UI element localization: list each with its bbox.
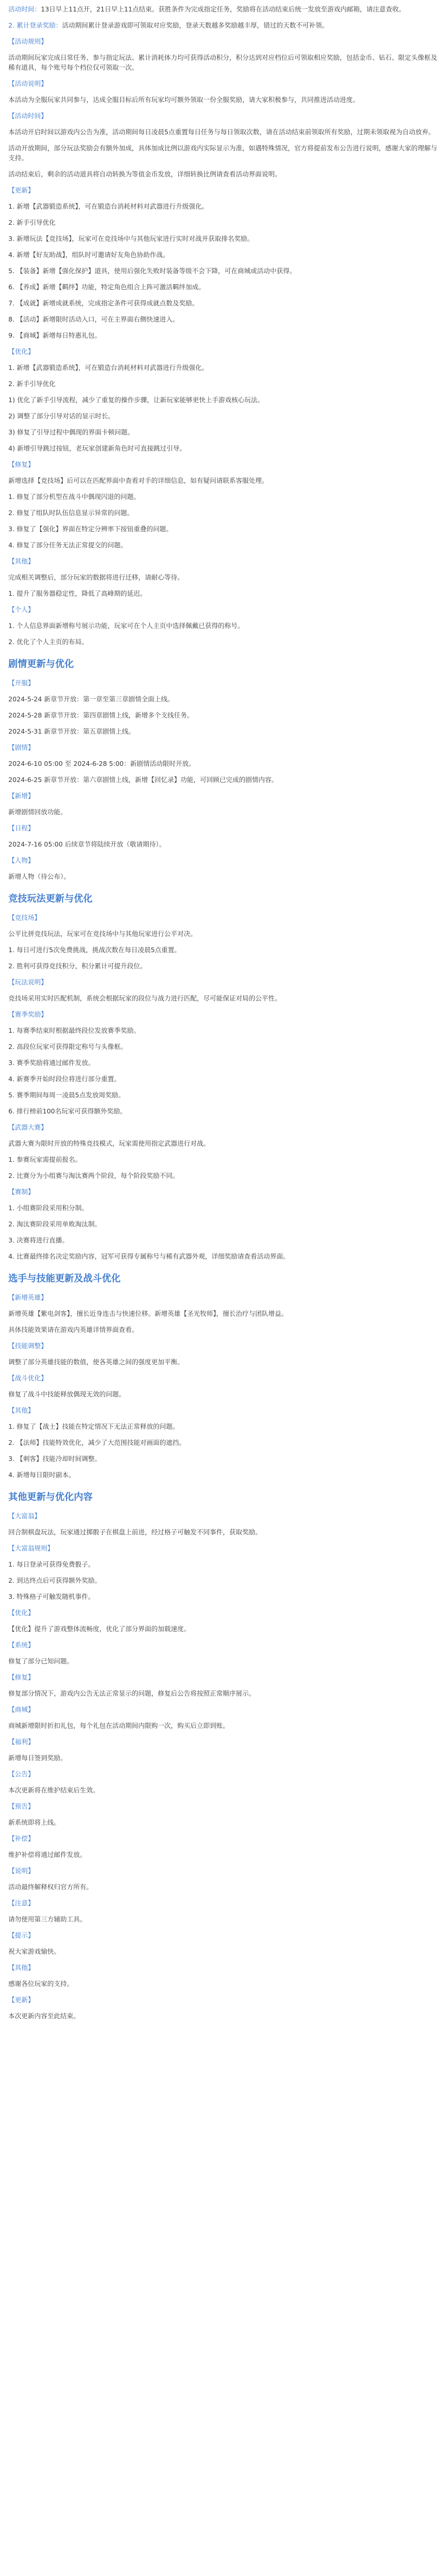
paragraph: 修复部分情况下，游戏内公告无法正常显示的问题，修复后公告将按照正常顺序展示。 <box>8 1689 256 1697</box>
paragraph: 武器大赛为限时开放的特殊竞技模式，玩家需使用指定武器进行对战。 <box>8 1139 210 1147</box>
section-tag: 【注意】 <box>8 1899 35 1907</box>
list-item: 4. 新增【好友助战】，组队时可邀请好友角色协助作战。 <box>8 251 169 259</box>
paragraph: 回合制棋盘玩法，玩家通过掷骰子在棋盘上前进，经过格子可触发不同事件，获取奖励。 <box>8 1528 262 1536</box>
list-item: 2024-5-24 新章节开放：第一章至第三章剧情全面上线。 <box>8 695 174 703</box>
intro-paragraph-1 <box>8 4 438 14</box>
paragraph: 本活动为全服玩家共同参与，达成全服目标后所有玩家均可额外领取一份全服奖励，请大家积极参与，共同推进活动进度。 <box>8 96 360 104</box>
paragraph: 新增选择【竞技场】后可以在匹配界面中查看对手的详细信息，如有疑问请联系客服处理。 <box>8 477 269 484</box>
section-tag: 【武器大赛】 <box>8 1123 48 1131</box>
list-item: 4. 比赛最终排名决定奖励内容，冠军可获得专属称号与稀有武器外观，详细奖励请查看活动界面。 <box>8 1252 290 1260</box>
intro-lead-2: 2. 累计登录奖励： <box>8 21 62 29</box>
paragraph: 2024-7-16 05:00 后续章节将陆续开放（敬请期待）。 <box>8 840 166 848</box>
list-item: 6. 排行榜前100名玩家可获得额外奖励。 <box>8 1107 127 1115</box>
list-item: 3) 修复了引导过程中偶现的界面卡顿问题。 <box>8 428 134 436</box>
list-item: 2024-5-28 新章节开放：第四章剧情上线，新增多个支线任务。 <box>8 711 194 719</box>
section-tag: 【更新】 <box>8 186 35 194</box>
list-item: 2024-6-25 新章节开放：第六章剧情上线，新增【回忆录】功能，可回顾已完成的剧情内容。 <box>8 776 278 784</box>
paragraph: 本次更新将在维护结束后生效。 <box>8 1786 100 1794</box>
paragraph: 新增人物（待公布）。 <box>8 873 70 880</box>
paragraph: 感谢各位玩家的支持。 <box>8 1980 74 1988</box>
list-item: 2. 胜利可获得竞技积分，积分累计可提升段位。 <box>8 962 147 970</box>
paragraph: 修复了部分已知问题。 <box>8 1657 74 1665</box>
list-item: 2024-6-10 05:00 至 2024-6-28 5:00：新剧情活动限时开放。 <box>8 760 195 767</box>
list-item: 3. 赛季奖励将通过邮件发放。 <box>8 1059 95 1067</box>
section-tag: 【优化】 <box>8 1609 35 1617</box>
list-item: 2) 调整了部分引导对话的显示时长。 <box>8 412 115 420</box>
section-tag: 【赛制】 <box>8 1188 35 1196</box>
list-item: 1) 优化了新手引导流程，减少了重复的操作步骤，让新玩家能够更快上手游戏核心玩法。 <box>8 396 264 404</box>
section-tag: 【优化】 <box>8 348 35 355</box>
paragraph: 【优化】提升了游戏整体流畅度，优化了部分界面的加载速度。 <box>8 1625 191 1633</box>
section-tag: 【福利】 <box>8 1738 35 1746</box>
paragraph: 竞技场采用实时匹配机制，系统会根据玩家的段位与战力进行匹配，尽可能保证对局的公平性。 <box>8 994 282 1002</box>
list-item: 4. 新赛季开始时段位将进行部分重置。 <box>8 1075 121 1083</box>
list-item: 1. 修复了部分机型在战斗中偶现闪退的问题。 <box>8 493 140 501</box>
paragraph: 新增每日签到奖励。 <box>8 1754 67 1762</box>
section-tag: 【其他】 <box>8 1964 35 1971</box>
list-item: 1. 每日可进行5次免费挑战，挑战次数在每日凌晨5点重置。 <box>8 946 181 954</box>
paragraph: 请勿使用第三方辅助工具。 <box>8 1915 87 1923</box>
section-tag: 【大富翁规则】 <box>8 1544 54 1552</box>
list-item: 2024-5-31 新章节开放：第五章剧情上线。 <box>8 727 135 735</box>
list-item: 4. 新增每日限时副本。 <box>8 1471 75 1479</box>
paragraph: 公平比拼竞技玩法，玩家可在竞技场中与其他玩家进行公平对决。 <box>8 930 197 938</box>
section-tag: 【开服】 <box>8 679 35 687</box>
list-item: 2. 淘汰赛阶段采用单败淘汰制。 <box>8 1220 101 1228</box>
paragraph: 祝大家游戏愉快。 <box>8 1947 61 1955</box>
intro-body-1: 13日早上11点开，21日早上11点结束。获胜条件为完成指定任务，奖励将在活动结束后统一发放至游戏内邮箱，请注意查收。 <box>41 5 405 13</box>
list-item: 3. 新增玩法【竞技场】，玩家可在竞技场中与其他玩家进行实时对战并获取排名奖励。 <box>8 235 254 242</box>
section-tag: 【补偿】 <box>8 1835 35 1842</box>
section-heading-other: 其他更新与优化内容 <box>8 1492 93 1503</box>
section-tag: 【人物】 <box>8 856 35 864</box>
paragraph: 调整了部分英雄技能的数值，使各英雄之间的强度更加平衡。 <box>8 1358 184 1366</box>
paragraph: 具体技能效果请在游戏内英雄详情界面查看。 <box>8 1326 139 1334</box>
list-item: 1. 修复了【战士】技能在特定情况下无法正常释放的问题。 <box>8 1422 179 1430</box>
intro-lead-1: 活动时间： <box>8 5 41 13</box>
section-tag: 【商城】 <box>8 1706 35 1713</box>
section-tag: 【修复】 <box>8 460 35 468</box>
paragraph: 维护补偿将通过邮件发放。 <box>8 1851 87 1859</box>
section-tag: 【战斗优化】 <box>8 1374 48 1382</box>
section-tag: 【公告】 <box>8 1770 35 1778</box>
section-tag: 【其他】 <box>8 557 35 565</box>
paragraph: 活动最终解释权归官方所有。 <box>8 1883 93 1891</box>
list-item: 1. 小组赛阶段采用积分制。 <box>8 1204 88 1212</box>
list-item: 1. 参赛玩家需提前报名。 <box>8 1156 82 1163</box>
section-tag: 【系统】 <box>8 1641 35 1649</box>
section-heading-story: 剧情更新与优化 <box>8 659 74 670</box>
section-heading-heroes: 选手与技能更新及战斗优化 <box>8 1273 121 1284</box>
section-tag: 【更新】 <box>8 1996 35 2004</box>
paragraph: 修复了战斗中技能释放偶现无效的问题。 <box>8 1390 126 1398</box>
intro-paragraph-2 <box>8 20 438 30</box>
section-tag: 【个人】 <box>8 606 35 613</box>
list-item: 1. 新增【武器锻造系统】，可在锻造台消耗材料对武器进行升级强化。 <box>8 202 208 210</box>
section-tag: 【预告】 <box>8 1802 35 1810</box>
paragraph: 活动开放期间，部分玩法奖励会有额外加成，具体加成比例以游戏内实际显示为准，如遇特殊情况，官方将提前发布公告进行说明，感谢大家的理解与支持。 <box>8 144 438 162</box>
section-tag: 【赛季奖励】 <box>8 1010 48 1018</box>
section-tag: 【修复】 <box>8 1673 35 1681</box>
intro-body-2: 活动期间累计登录游戏即可领取对应奖励，登录天数越多奖励越丰厚，错过的天数不可补领。 <box>62 21 329 29</box>
paragraph: 商城新增限时折扣礼包，每个礼包在活动期间内限购一次，购买后立即到账。 <box>8 1722 230 1729</box>
section-tag: 【技能调整】 <box>8 1342 48 1350</box>
section-tag: 【活动说明】 <box>8 80 48 87</box>
list-item: 2. 到达终点后可获得额外奖励。 <box>8 1577 101 1584</box>
paragraph: 本活动开启时间以游戏内公告为准，活动期间每日凌晨5点重置每日任务与每日领取次数，请在活动结束前领取所有奖励，过期未领取视为自动放弃。 <box>8 128 435 136</box>
list-item: 8. 【活动】新增限时活动入口，可在主界面右侧快速进入。 <box>8 315 179 323</box>
section-tag: 【竞技场】 <box>8 914 41 921</box>
list-item: 4) 新增引导跳过按钮，老玩家创建新角色时可直接跳过引导。 <box>8 444 186 452</box>
section-tag: 【剧情】 <box>8 744 35 751</box>
paragraph: 2. 优化了个人主页的布局。 <box>8 638 88 646</box>
section-tag: 【新增英雄】 <box>8 1293 48 1301</box>
paragraph: 活动期间玩家完成日常任务、参与指定玩法、累计消耗体力均可获得活动积分，积分达到对应档位后可领取相应奖励，包括金币、钻石、限定头像框及稀有道具，每个账号每个档位仅可领取一次。 <box>8 54 438 71</box>
list-item: 6. 【养成】新增【羁绊】功能，特定角色组合上阵可激活羁绊加成。 <box>8 283 205 291</box>
list-item: 2. 比赛分为小组赛与淘汰赛两个阶段，每个阶段奖励不同。 <box>8 1172 179 1180</box>
list-item: 3. 修复了【强化】界面在特定分辨率下按钮重叠的问题。 <box>8 525 173 533</box>
paragraph: 新增英雄【紫电剑客】，擅长近身连击与快速位移。新增英雄【圣光牧师】，擅长治疗与团队增益。 <box>8 1310 288 1317</box>
paragraph: 1. 提升了服务器稳定性，降低了高峰期的延迟。 <box>8 589 147 597</box>
paragraph: 本次更新内容至此结束。 <box>8 2012 80 2020</box>
section-tag: 【活动时间】 <box>8 112 48 120</box>
list-item: 2. 新手引导优化 <box>8 219 56 226</box>
list-item: 5. 赛季期间每周一凌晨5点发放周奖励。 <box>8 1091 125 1099</box>
list-item: 4. 修复了部分任务无法正常提交的问题。 <box>8 541 127 549</box>
paragraph: 2. 新手引导优化 <box>8 380 56 388</box>
list-item: 3. 【刺客】技能冷却时间调整。 <box>8 1455 101 1463</box>
section-tag: 【提示】 <box>8 1931 35 1939</box>
section-tag: 【说明】 <box>8 1867 35 1875</box>
section-tag: 【其他】 <box>8 1406 35 1414</box>
list-item: 9. 【商城】新增每日特惠礼包。 <box>8 331 101 339</box>
paragraph: 新增剧情回放功能。 <box>8 808 67 816</box>
section-tag: 【日程】 <box>8 824 35 832</box>
list-item: 1. 每日登录可获得免费骰子。 <box>8 1560 95 1568</box>
list-item: 2. 高段位玩家可获得限定称号与头像框。 <box>8 1043 127 1050</box>
section-tag: 【大富翁】 <box>8 1512 41 1520</box>
section-tag: 【活动规则】 <box>8 37 48 45</box>
section-tag: 【新增】 <box>8 792 35 800</box>
paragraph: 完成相关调整后，部分玩家的数据将进行迁移，请耐心等待。 <box>8 573 184 581</box>
paragraph: 1. 个人信息界面新增称号展示功能，玩家可在个人主页中选择佩戴已获得的称号。 <box>8 622 244 630</box>
list-item: 1. 每赛季结束时根据最终段位发放赛季奖励。 <box>8 1027 140 1034</box>
section-heading-arena: 竞技玩法更新与优化 <box>8 893 93 904</box>
list-item: 3. 决赛将进行直播。 <box>8 1236 69 1244</box>
list-item: 2. 【法师】技能特效优化，减少了大范围技能对画面的遮挡。 <box>8 1439 186 1446</box>
paragraph: 1. 新增【武器锻造系统】，可在锻造台消耗材料对武器进行升级强化。 <box>8 364 208 371</box>
list-item: 7. 【成就】新增成就系统，完成指定条件可获得成就点数及奖励。 <box>8 299 199 307</box>
paragraph: 新系统即将上线。 <box>8 1818 61 1826</box>
list-item: 5. 【装备】新增【强化保护】道具，使用后强化失败时装备等级不会下降，可在商城或活动中获得。 <box>8 267 296 275</box>
section-tag: 【玩法说明】 <box>8 978 48 986</box>
paragraph: 活动结束后，剩余的活动道具将自动转换为等值金币发放，详细转换比例请查看活动界面说明。 <box>8 170 282 178</box>
list-item: 3. 特殊格子可触发随机事件。 <box>8 1593 95 1600</box>
list-item: 2. 修复了组队时队伍信息显示异常的问题。 <box>8 509 134 517</box>
